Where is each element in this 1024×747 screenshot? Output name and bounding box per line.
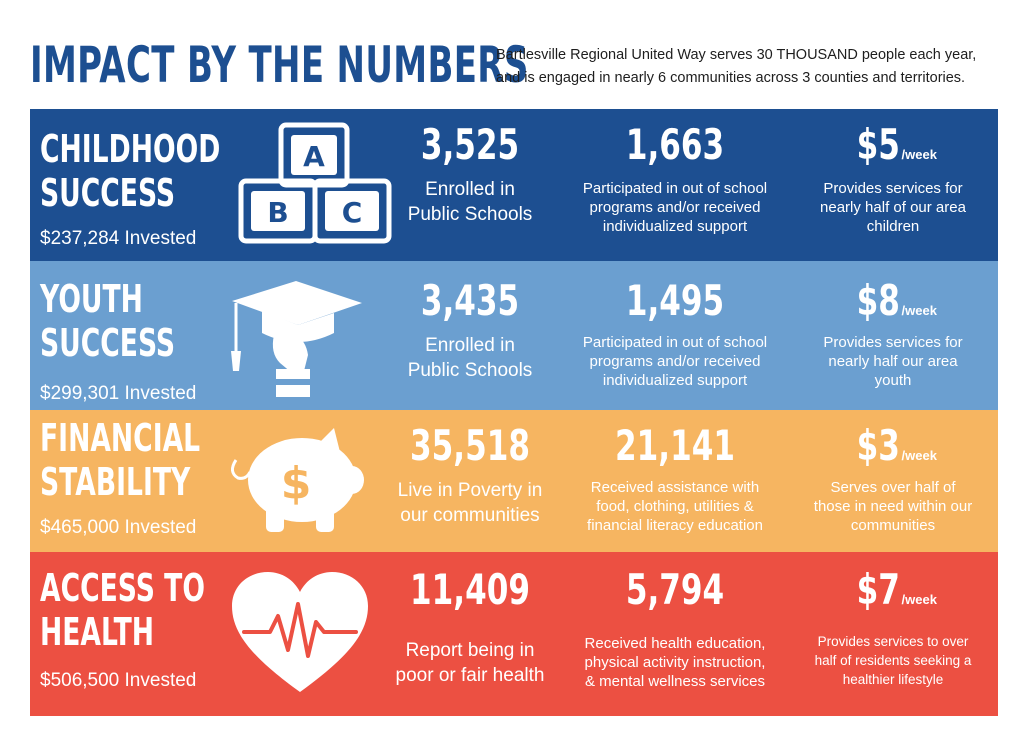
cost-unit: /week: [901, 303, 937, 318]
stat-label: Provides services for nearly half our area youth: [823, 334, 963, 389]
stat-value: 21,141: [615, 421, 735, 470]
row-access-to-health: [30, 552, 998, 716]
category-title-line-2: STABILITY: [40, 460, 191, 504]
row-youth-success: [30, 261, 998, 410]
cost-amount: $5: [856, 120, 900, 169]
piggy-bank-icon: [228, 424, 368, 540]
category-title-line-1: FINANCIAL: [40, 416, 201, 460]
stat-label: Serves over half of those in need within our communities: [813, 479, 973, 534]
stat-value: 1,495: [625, 276, 725, 325]
stat-label: Live in Poverty in our communities: [397, 480, 543, 526]
stat-value: 3,525: [420, 120, 520, 169]
stat-health-education: [555, 566, 795, 691]
subtitle-line-2: and is engaged in nearly 6 communities across 3 counties and territories.: [496, 70, 966, 86]
invested-amount: $237,284 Invested: [40, 228, 197, 249]
invested-amount: $299,301 Invested: [40, 383, 197, 404]
cost-amount: $8: [856, 276, 900, 325]
subtitle-line-1: Bartlesville Regional United Way serves 30 THOUSAND people each year,: [496, 47, 977, 63]
stat-assistance: [555, 422, 795, 535]
stat-weekly-cost: [798, 277, 988, 390]
block-letter-a: A: [303, 140, 325, 173]
stat-label: Provides services to over half of residents seeking a healthier lifestyle: [814, 634, 972, 687]
category-title-line-1: YOUTH: [40, 277, 143, 321]
category-title-line-2: SUCCESS: [40, 171, 176, 215]
category-title-line-1: ACCESS TO: [40, 566, 205, 610]
category-title-line-2: HEALTH: [40, 610, 154, 654]
weekly-cost: [849, 421, 937, 470]
stat-value: 1,663: [625, 120, 725, 169]
category-title-line-2: SUCCESS: [40, 321, 176, 365]
invested-amount: $465,000 Invested: [40, 517, 197, 538]
cost-unit: /week: [901, 147, 937, 162]
stat-label: Participated in out of school programs and/or received individualized support: [582, 180, 768, 235]
cost-amount: $3: [856, 421, 900, 470]
category-title: [40, 416, 200, 504]
stat-label: Provides services for nearly half of our area children: [820, 180, 966, 235]
category-title: [40, 566, 205, 654]
stat-weekly-cost: [798, 566, 988, 689]
stat-participated: [555, 121, 795, 236]
cost-unit: /week: [901, 448, 937, 463]
invested-amount: $506,500 Invested: [40, 670, 197, 691]
row-financial-stability: [30, 410, 998, 552]
block-letter-b: B: [267, 196, 289, 229]
stat-enrolled: [370, 121, 570, 227]
stat-value: 5,794: [625, 565, 725, 614]
stat-poor-health: [370, 566, 570, 688]
cost-unit: /week: [901, 592, 937, 607]
header: [30, 26, 1000, 106]
category-title-line-1: CHILDHOOD: [40, 127, 221, 171]
page-title: IMPACT BY THE NUMBERS: [30, 36, 529, 94]
stat-value: 11,409: [410, 565, 530, 614]
dollar-symbol: $: [280, 458, 312, 509]
stat-label: Enrolled in Public Schools: [407, 335, 533, 381]
stat-value: 35,518: [410, 421, 530, 470]
stat-label: Received assistance with food, clothing, utilities & financial literacy education: [587, 479, 763, 534]
stat-label: Report being in poor or fair health: [395, 640, 545, 686]
stat-label: Received health education, physical activity instruction, & mental wellness services: [584, 635, 766, 690]
graduation-cap-icon: [222, 275, 372, 403]
row-childhood-success: [30, 109, 998, 261]
stat-weekly-cost: [798, 422, 988, 535]
stat-poverty: [370, 422, 570, 528]
subtitle: [496, 44, 1006, 90]
weekly-cost: [849, 120, 937, 169]
category-title: [40, 277, 175, 365]
stat-participated: [555, 277, 795, 390]
stat-weekly-cost: [798, 121, 988, 236]
stat-value: 3,435: [420, 276, 520, 325]
block-letter-c: C: [341, 196, 363, 229]
cost-amount: $7: [856, 565, 900, 614]
heart-pulse-icon: [230, 570, 370, 696]
stat-label: Participated in out of school programs and/or received individualized support: [582, 334, 768, 389]
weekly-cost: [849, 276, 937, 325]
weekly-cost: [849, 565, 937, 614]
stat-label: Enrolled in Public Schools: [407, 179, 533, 225]
stat-enrolled: [370, 277, 570, 383]
category-title: [40, 127, 220, 215]
